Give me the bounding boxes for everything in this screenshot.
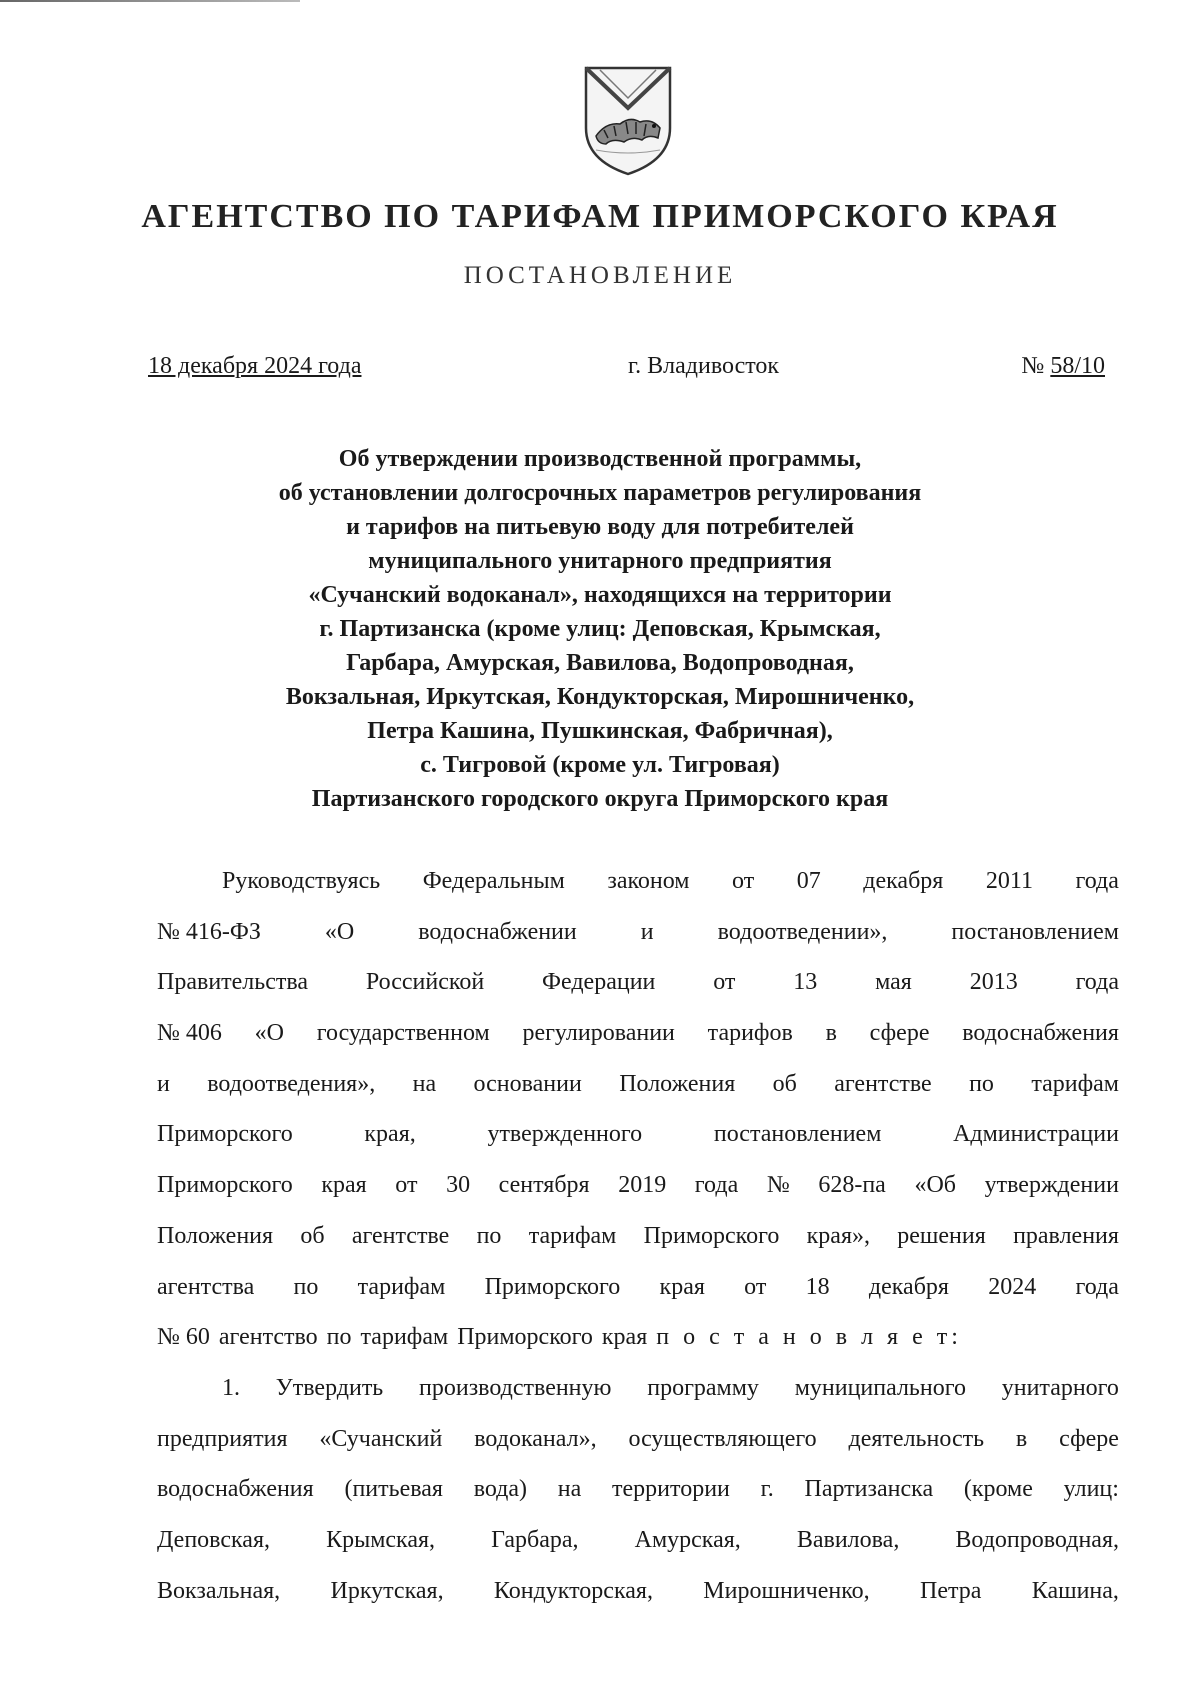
body-word: агентство [218, 1324, 318, 1351]
body-word: водоканал», [474, 1425, 597, 1452]
body-word: года [1075, 1273, 1119, 1300]
body-word: тарифам [528, 1222, 617, 1249]
body-word: Амурская, [634, 1526, 741, 1553]
body-word: Деповская, [157, 1526, 270, 1553]
body-word: Правительства [157, 969, 309, 996]
body-word: Приморского [157, 1172, 293, 1199]
body-word: осуществляющего [628, 1425, 817, 1452]
body-word: правления [1013, 1222, 1119, 1249]
body-word: решения [897, 1222, 986, 1249]
body-word: № 406 [157, 1020, 222, 1047]
body-word: в [1015, 1425, 1028, 1452]
body-word: тарифам [360, 1324, 449, 1351]
body-word: водоснабжения [157, 1476, 314, 1503]
title-line: Партизанского городского округа Приморского края [311, 786, 889, 812]
body-word: тарифам [357, 1273, 446, 1300]
body-line [157, 907, 1119, 958]
body-word: Положения [157, 1222, 274, 1249]
body-word: сфере [1059, 1425, 1119, 1452]
title-line: Вокзальная, Иркутская, Кондукторская, Мирошниченко, [285, 684, 915, 710]
body-word: Вокзальная, [157, 1577, 281, 1604]
body-word: государственном [316, 1020, 490, 1047]
body-word: водоснабжения [962, 1020, 1119, 1047]
body-word: от [732, 868, 755, 894]
body-line [157, 1464, 1119, 1515]
body-word: в [825, 1020, 837, 1047]
body-word: Приморского [157, 1121, 293, 1148]
body-word: декабря [863, 868, 944, 894]
body-word: Иркутская, [330, 1577, 444, 1604]
document-date: 18 декабря 2024 года [148, 353, 362, 379]
body-word: утвержденного [487, 1121, 643, 1148]
body-line [157, 1109, 1119, 1160]
body-word: Крымская, [326, 1526, 436, 1553]
document-type: ПОСТАНОВЛЕНИЕ [463, 262, 737, 289]
body-word: 2011 [985, 868, 1033, 894]
body-word: унитарного [1001, 1374, 1119, 1401]
body-word: на [412, 1070, 437, 1097]
body-word: муниципального [794, 1374, 966, 1401]
primorsky-coat-of-arms-icon [578, 58, 678, 178]
body-line [157, 1262, 1119, 1313]
title-line: муниципального унитарного предприятия [368, 548, 832, 574]
body-word: постановлением [713, 1121, 882, 1148]
title-line: с. Тигровой (кроме ул. Тигровая) [420, 752, 780, 778]
body-word: регулировании [522, 1020, 675, 1047]
body-word: Федеральным [422, 868, 565, 894]
body-line [157, 1363, 1119, 1414]
body-line [157, 1515, 1119, 1566]
body-word: агентстве [351, 1222, 450, 1249]
body-word: водоснабжении [418, 918, 577, 945]
body-word: (питьевая [344, 1476, 443, 1503]
body-word: Российской [365, 969, 485, 996]
document-city: г. Владивосток [628, 353, 780, 379]
body-word: 2024 [988, 1273, 1037, 1300]
body-word: года [694, 1172, 739, 1199]
title-line: г. Партизанска (кроме улиц: Деповская, Крымская, [319, 616, 881, 642]
scan-edge [0, 0, 300, 2]
body-word: Кондукторская, [493, 1577, 653, 1604]
body-word: декабря [868, 1273, 949, 1300]
body-line [157, 1211, 1119, 1262]
body-line [157, 957, 1119, 1008]
body-word: 30 [446, 1172, 471, 1199]
body-word: п о с т а н о в л я е т: [656, 1324, 962, 1351]
body-word: «О [324, 918, 355, 945]
title-line: Гарбара, Амурская, Вавилова, Водопроводная, [346, 650, 854, 676]
body-word: основании [473, 1070, 582, 1097]
body-word: г. [760, 1476, 774, 1503]
body-line [157, 856, 1119, 907]
body-word: «Сучанский [319, 1425, 443, 1452]
body-word: Петра [920, 1577, 982, 1604]
body-word: по [476, 1222, 502, 1249]
body-word: водоотведения», [207, 1070, 376, 1097]
body-line [157, 1008, 1119, 1059]
body-line [157, 1059, 1119, 1110]
body-word: сфере [869, 1020, 930, 1047]
body-word: от [713, 969, 736, 996]
title-line: «Сучанский водоканал», находящихся на территории [308, 582, 892, 608]
body-word: Партизанска [804, 1476, 934, 1503]
body-word: Водопроводная, [955, 1526, 1119, 1553]
body-word: Положения [619, 1070, 736, 1097]
body-word: № 416-ФЗ [157, 918, 261, 945]
body-word: Мирошниченко, [703, 1577, 870, 1604]
body-word: деятельность [848, 1425, 985, 1452]
body-word: Кашина, [1031, 1577, 1119, 1604]
body-word: и [640, 918, 654, 945]
body-word: по [326, 1324, 352, 1351]
body-word: программу [647, 1374, 759, 1401]
body-word: № [766, 1172, 790, 1199]
body-word: улиц: [1063, 1476, 1119, 1503]
body-word: Федерации [542, 969, 656, 996]
body-word: года [1075, 969, 1119, 996]
body-word: сентября [498, 1172, 590, 1199]
body-word: 18 [805, 1273, 830, 1300]
title-line: Об утверждении производственной программы, [338, 446, 862, 472]
body-word: вода) [473, 1476, 528, 1503]
body-word: Приморского [643, 1222, 780, 1249]
body-word: агентстве [834, 1070, 932, 1097]
body-word: об [300, 1222, 325, 1249]
body-line [157, 1160, 1119, 1211]
document-title [150, 442, 1050, 816]
body-line [157, 1312, 1119, 1363]
title-line: об установлении долгосрочных параметров регулирования [278, 480, 922, 506]
body-word: законом [607, 868, 690, 894]
body-word: по [969, 1070, 994, 1097]
body-word: края [659, 1273, 705, 1300]
body-line [157, 1414, 1119, 1465]
body-word: территории [612, 1476, 730, 1503]
title-line: и тарифов на питьевую воду для потребителей [346, 514, 854, 540]
body-word: и [157, 1070, 170, 1097]
body-word: Руководствуясь [222, 868, 381, 894]
document-body [157, 856, 1119, 1616]
body-word: от [395, 1172, 418, 1199]
number-prefix: № [1021, 353, 1045, 379]
agency-name: АГЕНТСТВО ПО ТАРИФАМ ПРИМОРСКОГО КРАЯ [141, 198, 1059, 235]
body-word: предприятия [157, 1425, 288, 1452]
body-word: «О [254, 1020, 284, 1047]
body-word: № 60 [157, 1324, 210, 1351]
body-line [157, 1566, 1119, 1617]
body-word: Утвердить [275, 1374, 384, 1401]
body-word: агентства [157, 1273, 255, 1300]
body-word: края [321, 1172, 367, 1199]
body-word: мая [875, 969, 912, 996]
body-word: края, [364, 1121, 416, 1148]
body-word: тарифов [707, 1020, 793, 1047]
body-word: водоотведении», [717, 918, 888, 945]
body-word: Приморского [484, 1273, 621, 1300]
body-word: от [744, 1273, 767, 1300]
body-word: 07 [796, 868, 821, 894]
body-word: Вавилова, [796, 1526, 900, 1553]
number-value: 58/10 [1050, 353, 1105, 379]
document-number [1021, 353, 1105, 380]
title-line: Петра Кашина, Пушкинская, Фабричная), [367, 718, 833, 744]
body-word: (кроме [963, 1476, 1033, 1503]
body-word: на [557, 1476, 582, 1503]
body-word: по [293, 1273, 319, 1300]
body-word: 2013 [969, 969, 1018, 996]
body-word: Гарбара, [491, 1526, 579, 1553]
body-word: края», [806, 1222, 870, 1249]
body-word: «Об [914, 1172, 956, 1199]
body-word: утверждении [984, 1172, 1119, 1199]
body-word: производственную [419, 1374, 612, 1401]
body-word: постановлением [951, 918, 1119, 945]
body-word: об [772, 1070, 797, 1097]
body-word: 13 [793, 969, 818, 996]
body-word: 1. [222, 1374, 240, 1401]
body-word: края [601, 1324, 648, 1351]
body-word: тарифам [1031, 1070, 1119, 1097]
body-word: Приморского [457, 1324, 593, 1351]
body-word: года [1075, 868, 1119, 894]
body-word: 628-па [818, 1172, 886, 1199]
body-word: 2019 [618, 1172, 667, 1199]
body-word: Администрации [953, 1121, 1119, 1148]
